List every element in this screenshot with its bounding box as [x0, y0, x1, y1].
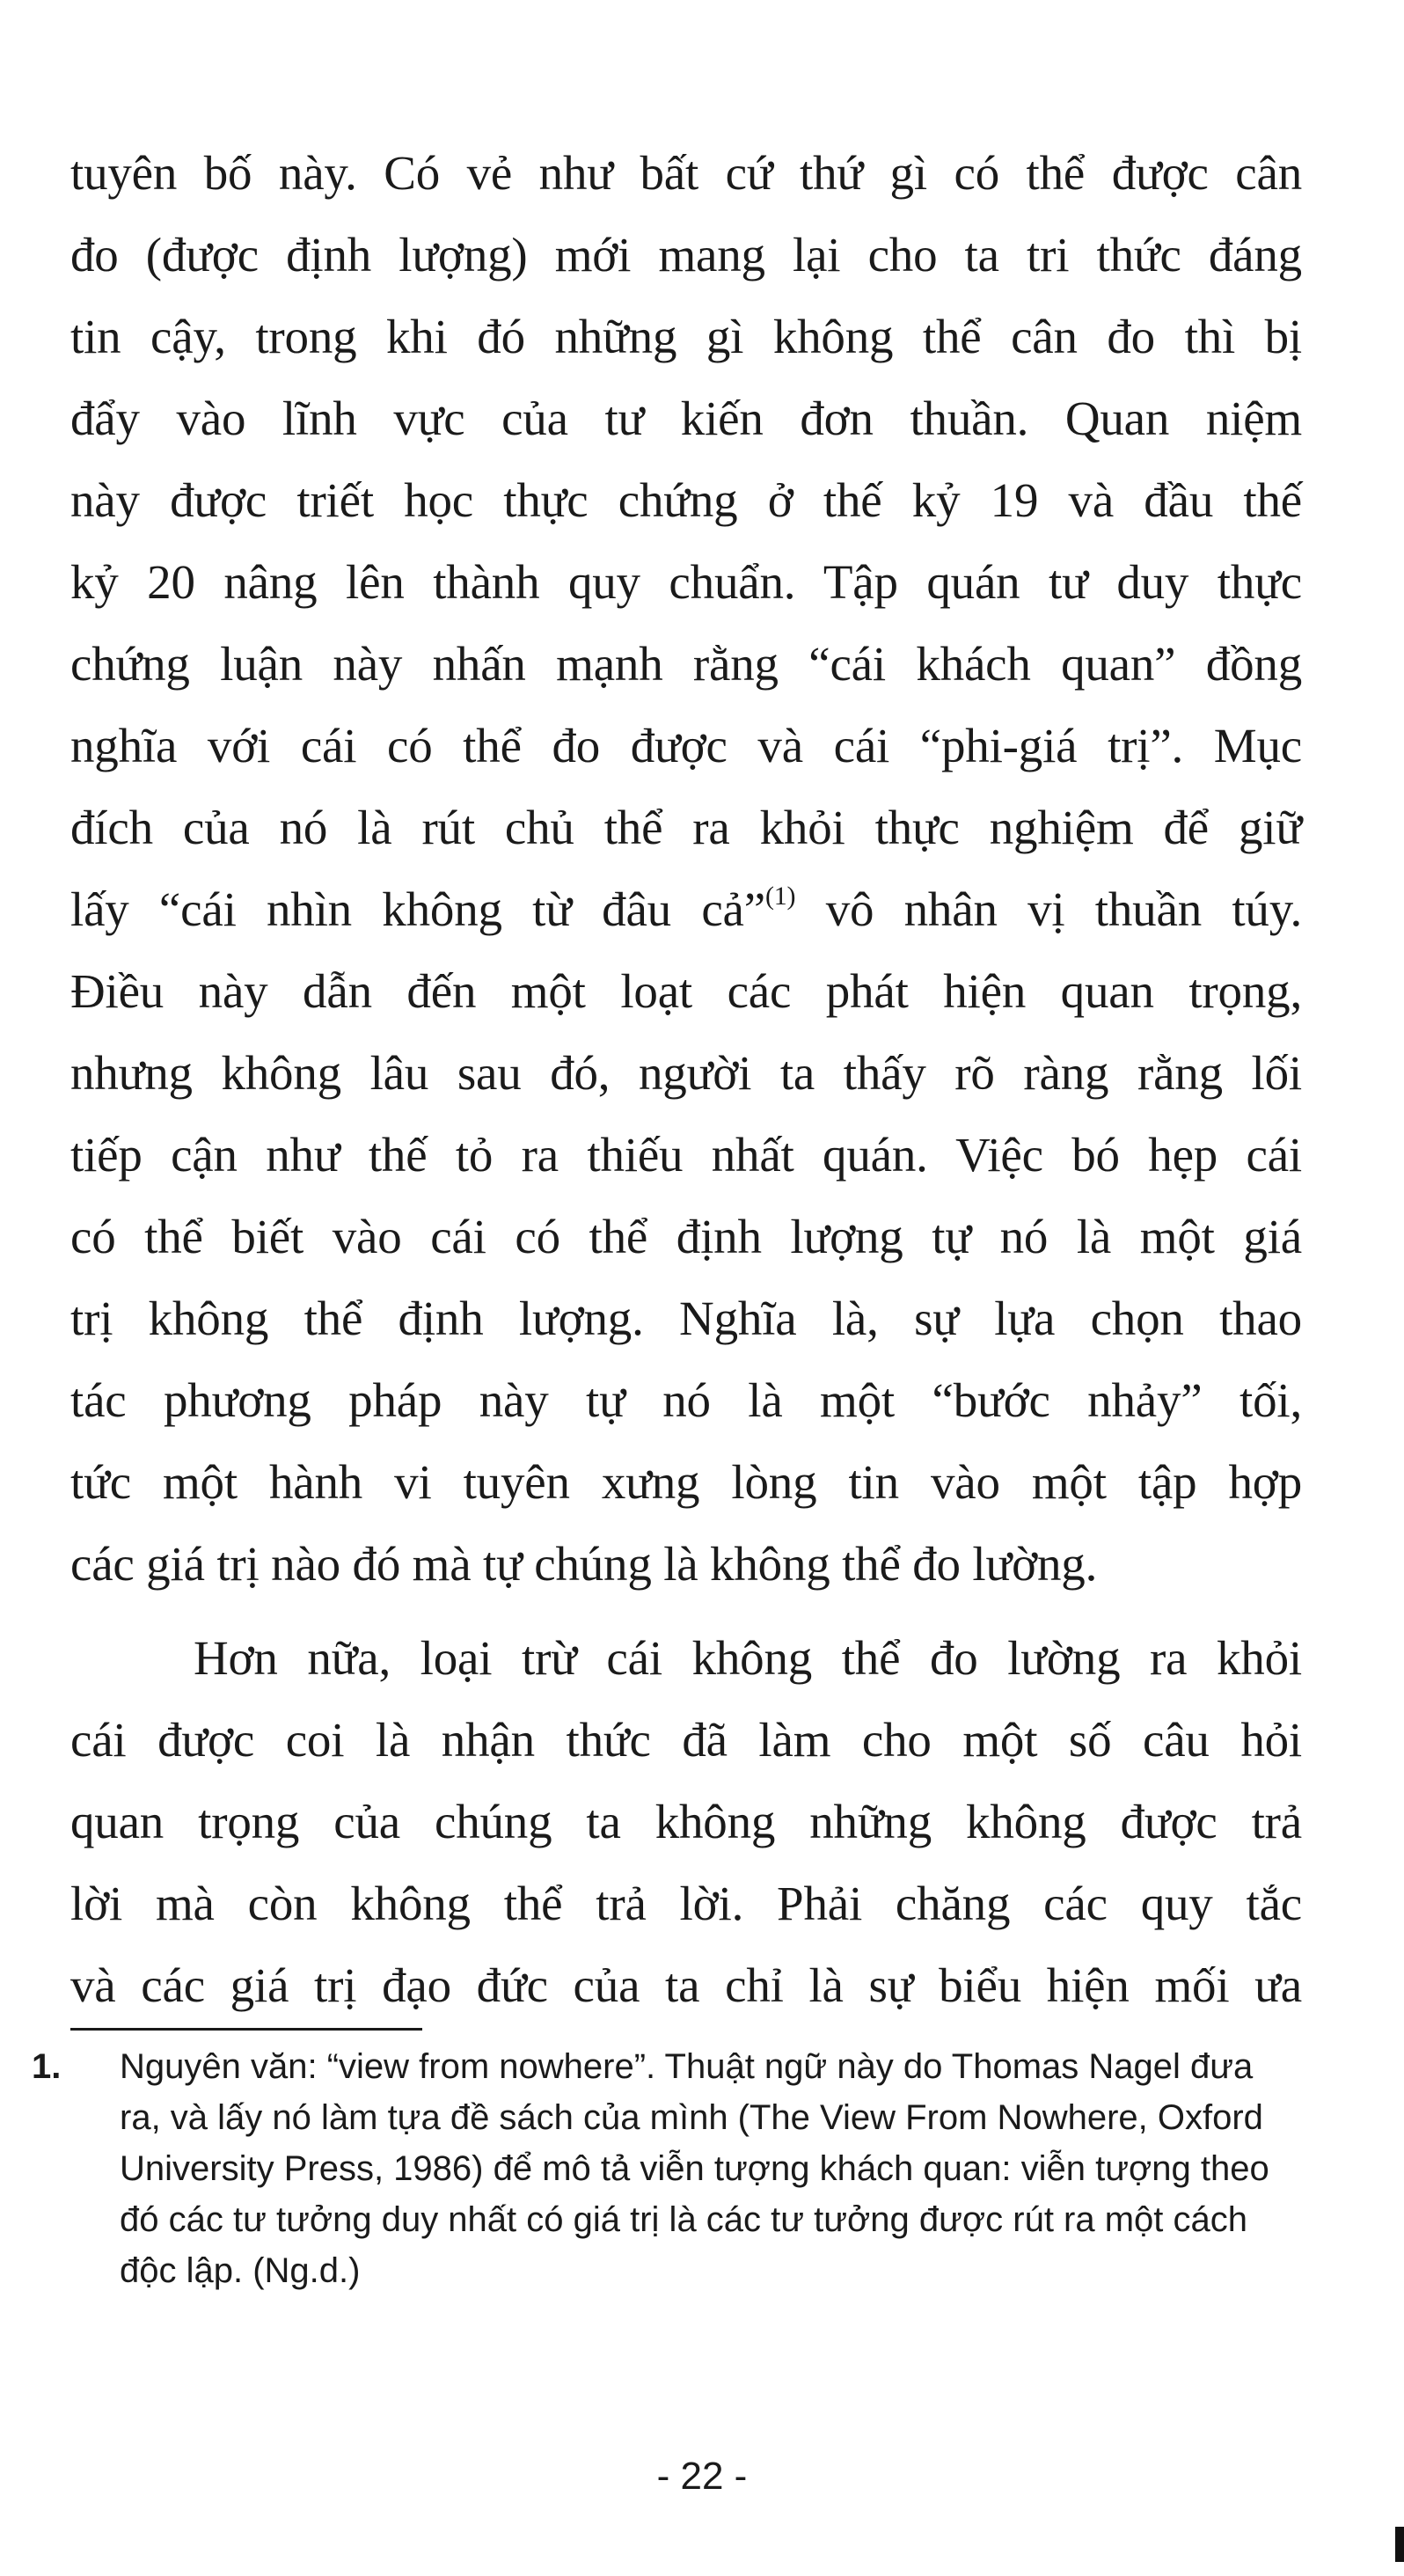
- text-segment: vô nhân vị thuần túy.: [795, 882, 1302, 936]
- text-line: này được triết học thực chứng ở thế kỷ 19 và đầu thế: [70, 473, 1302, 527]
- text-line: trị không thể định lượng. Nghĩa là, sự lựa chọn thao: [70, 1292, 1302, 1345]
- footnote-ref[interactable]: (1): [764, 882, 796, 911]
- footnote-divider: [70, 2028, 422, 2031]
- text-line: Điều này dẫn đến một loạt các phát hiện quan trọng,: [70, 964, 1302, 1018]
- text-line: tác phương pháp này tự nó là một “bước nhảy” tối,: [70, 1373, 1302, 1427]
- text-line: lời mà còn không thể trả lời. Phải chăng các quy tắc: [70, 1877, 1302, 1930]
- footnote-line: University Press, 1986) để mô tả viễn tượng khách quan: viễn tượng theo: [120, 2149, 1269, 2188]
- paragraph-2: [70, 1617, 1302, 2026]
- page-number: - 22 -: [656, 2455, 748, 2498]
- body-text: [70, 132, 1302, 2026]
- text-line: tiếp cận như thế tỏ ra thiếu nhất quán. Việc bó hẹp cái: [70, 1128, 1302, 1182]
- paragraph-1: [70, 132, 1302, 1605]
- text-line: chứng luận này nhấn mạnh rằng “cái khách quan” đồng: [70, 637, 1302, 691]
- text-line: Hơn nữa, loại trừ cái không thể đo lường ra khỏi: [194, 1631, 1302, 1685]
- footnotes: [32, 2041, 1307, 2296]
- footnote-line: ra, và lấy nó làm tựa đề sách của mình (The View From Nowhere, Oxford: [120, 2098, 1263, 2137]
- footnote-text: [120, 2041, 1307, 2296]
- footnote-line: độc lập. (Ng.d.): [120, 2251, 361, 2290]
- text-line: các giá trị nào đó mà tự chúng là không thể đo lường.: [70, 1537, 1098, 1591]
- text-segment: lấy “cái nhìn không từ đâu cả”: [70, 882, 765, 936]
- text-line: tuyên bố này. Có vẻ như bất cứ thứ gì có thể được cân: [70, 146, 1302, 200]
- text-line: kỷ 20 nâng lên thành quy chuẩn. Tập quán tư duy thực: [70, 555, 1302, 609]
- text-line: cái được coi là nhận thức đã làm cho một số câu hỏi: [70, 1713, 1302, 1767]
- text-line: đo (được định lượng) mới mang lại cho ta tri thức đáng: [70, 228, 1302, 282]
- footnote-1: [32, 2041, 1307, 2296]
- text-line: tin cậy, trong khi đó những gì không thể cân đo thì bị: [70, 310, 1302, 363]
- footnote-line: Nguyên văn: “view from nowhere”. Thuật ngữ này do Thomas Nagel đưa: [120, 2047, 1254, 2086]
- text-line-with-footnote-ref: [70, 868, 1302, 950]
- text-line: và các giá trị đạo đức của ta chỉ là sự biểu hiện mối ưa: [70, 1958, 1302, 2012]
- text-line: nghĩa với cái có thể đo được và cái “phi-giá trị”. Mục: [70, 719, 1302, 772]
- text-line: đích của nó là rút chủ thể ra khỏi thực nghiệm để giữ: [70, 801, 1302, 854]
- footnote-line: đó các tư tưởng duy nhất có giá trị là các tư tưởng được rút ra một cách: [120, 2200, 1248, 2239]
- paragraph-gap: [70, 1605, 1302, 1617]
- text-line: có thể biết vào cái có thể định lượng tự nó là một giá: [70, 1210, 1302, 1263]
- footnote-number: 1.: [32, 2047, 62, 2086]
- text-line: quan trọng của chúng ta không những không được trả: [70, 1795, 1302, 1848]
- text-line: nhưng không lâu sau đó, người ta thấy rõ ràng rằng lối: [70, 1046, 1302, 1100]
- text-line: đẩy vào lĩnh vực của tư kiến đơn thuần. Quan niệm: [70, 392, 1302, 445]
- text-line: tức một hành vi tuyên xưng lòng tin vào một tập hợp: [70, 1455, 1302, 1509]
- page-edge-mark: [1395, 2527, 1404, 2562]
